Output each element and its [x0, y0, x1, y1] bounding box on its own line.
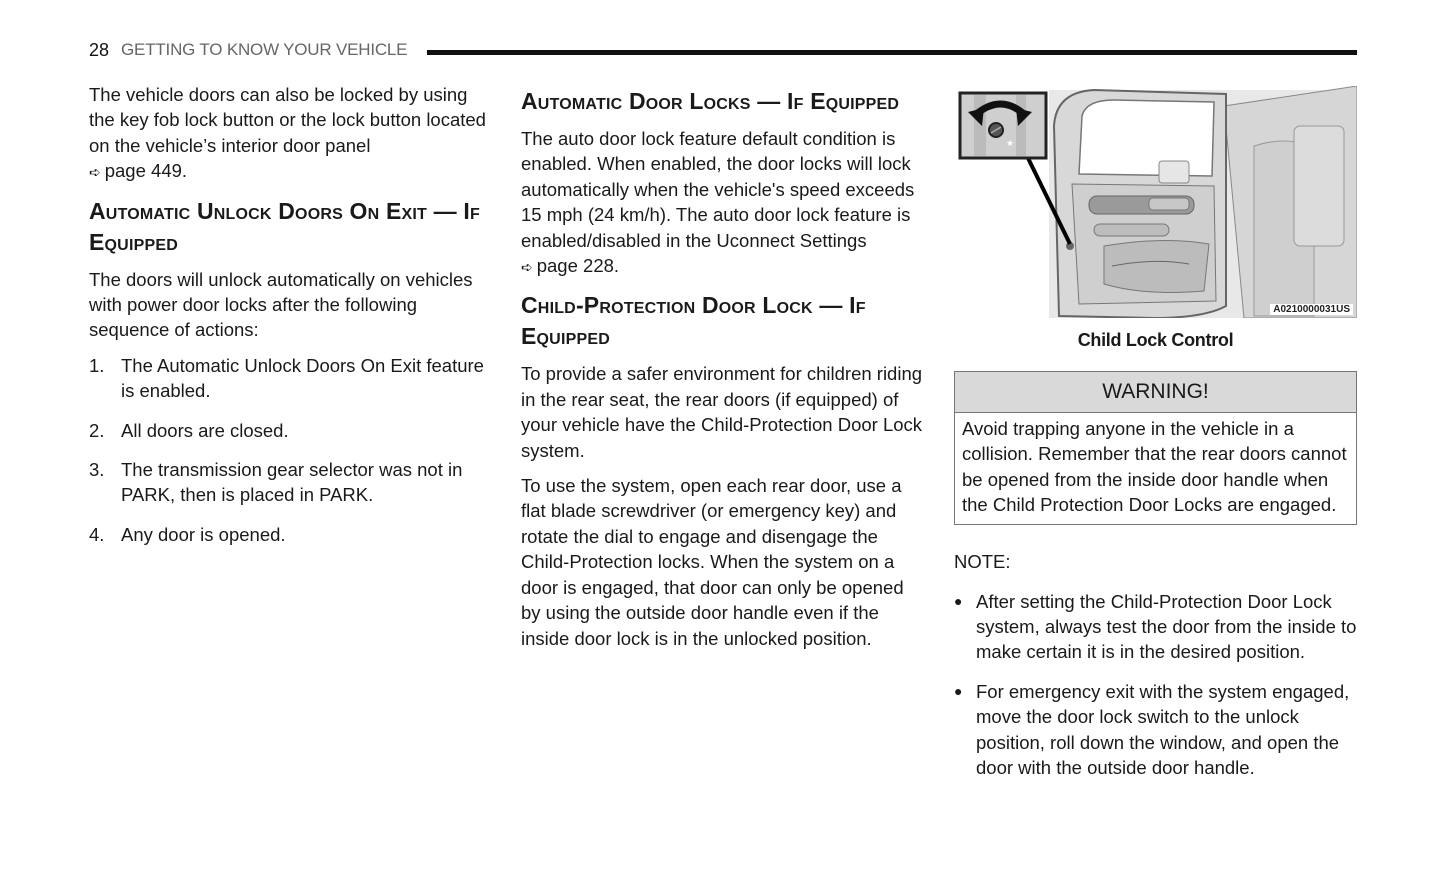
warning-title: WARNING!: [955, 372, 1356, 413]
page-number: 28: [89, 39, 110, 60]
column-1: [89, 82, 494, 561]
rear-door-illustration: [954, 86, 1357, 318]
column-3: [954, 82, 1357, 794]
child-protection-usage: To use the system, open each rear door, use a flat blade screwdriver (or emergency key) and rotate the dial to engage and disengage the Child-Protection locks. When the system on a door is engaged, that door can only be opened by using the outside door handle even if the inside door lock is in the unlocked position.: [521, 475, 904, 649]
column-2: [521, 82, 926, 661]
warning-text: Avoid trapping anyone in the vehicle in a collision. Remember that the rear doors cannot be opened from the inside door handle when the Child Protection Door Locks are engaged.: [962, 418, 1347, 516]
xref-link[interactable]: page 449.: [104, 160, 188, 182]
child-lock-figure: [954, 86, 1357, 318]
list-item: 3. The transmission gear selector was not in PARK, then is placed in PARK.: [89, 459, 463, 506]
steps-list: [89, 353, 494, 547]
svg-text:★: ★: [1006, 139, 1015, 149]
header-rule: [427, 50, 1357, 55]
bullet-icon: ●: [954, 682, 963, 699]
heading-auto-unlock: Automatic Unlock Doors On Exit — If Equipped: [89, 197, 480, 255]
list-item: ● After setting the Child-Protection Door Lock system, always test the door from the inside to make certain it is in the desired position.: [954, 589, 1357, 665]
list-item: 2. All doors are closed.: [89, 419, 289, 441]
list-item: 4. Any door is opened.: [89, 523, 286, 545]
heading-child-protection: Child-Protection Door Lock — If Equipped: [521, 292, 866, 350]
heading-auto-door-locks: Automatic Door Locks — If Equipped: [521, 88, 900, 114]
notes-list: [954, 589, 1357, 781]
auto-door-locks-body: The auto door lock feature default condition is enabled. When enabled, the door locks will lock automatically when the vehicle's speed exceeds 15 mph (24 km/h). The auto door lock feature is enabled/disabled in the Uconnect Settings ➪ page 228.: [521, 126, 926, 280]
intro-paragraph: The vehicle doors can also be locked by using the key fob lock button or the lock button located on the vehicle’s interior door panel ➪ page 449.: [89, 82, 494, 186]
list-item: ● For emergency exit with the system engaged, move the door lock switch to the unlock position, roll down the window, and open the door with the outside door handle.: [954, 679, 1357, 781]
section-title: GETTING TO KNOW YOUR VEHICLE: [121, 40, 408, 59]
xref-arrow-icon: ➪: [89, 164, 101, 181]
list-item: 1. The Automatic Unlock Doors On Exit feature is enabled.: [89, 354, 484, 402]
xref-arrow-icon: ➪: [521, 259, 533, 276]
figure-caption: Child Lock Control: [1077, 330, 1234, 350]
bullet-icon: ●: [954, 592, 963, 609]
note-label: NOTE:: [954, 550, 1011, 572]
xref-link[interactable]: page 228.: [536, 255, 620, 277]
child-protection-body: To provide a safer environment for children riding in the rear seat, the rear doors (if equipped) of your vehicle have the Child-Protection Door Lock system.: [521, 363, 923, 461]
page-header: [89, 38, 1357, 62]
figure-code: A0210000031US: [1270, 304, 1353, 315]
warning-box: [954, 371, 1357, 525]
auto-unlock-body: The doors will unlock automatically on vehicles with power door locks after the following sequence of actions:: [89, 268, 473, 341]
